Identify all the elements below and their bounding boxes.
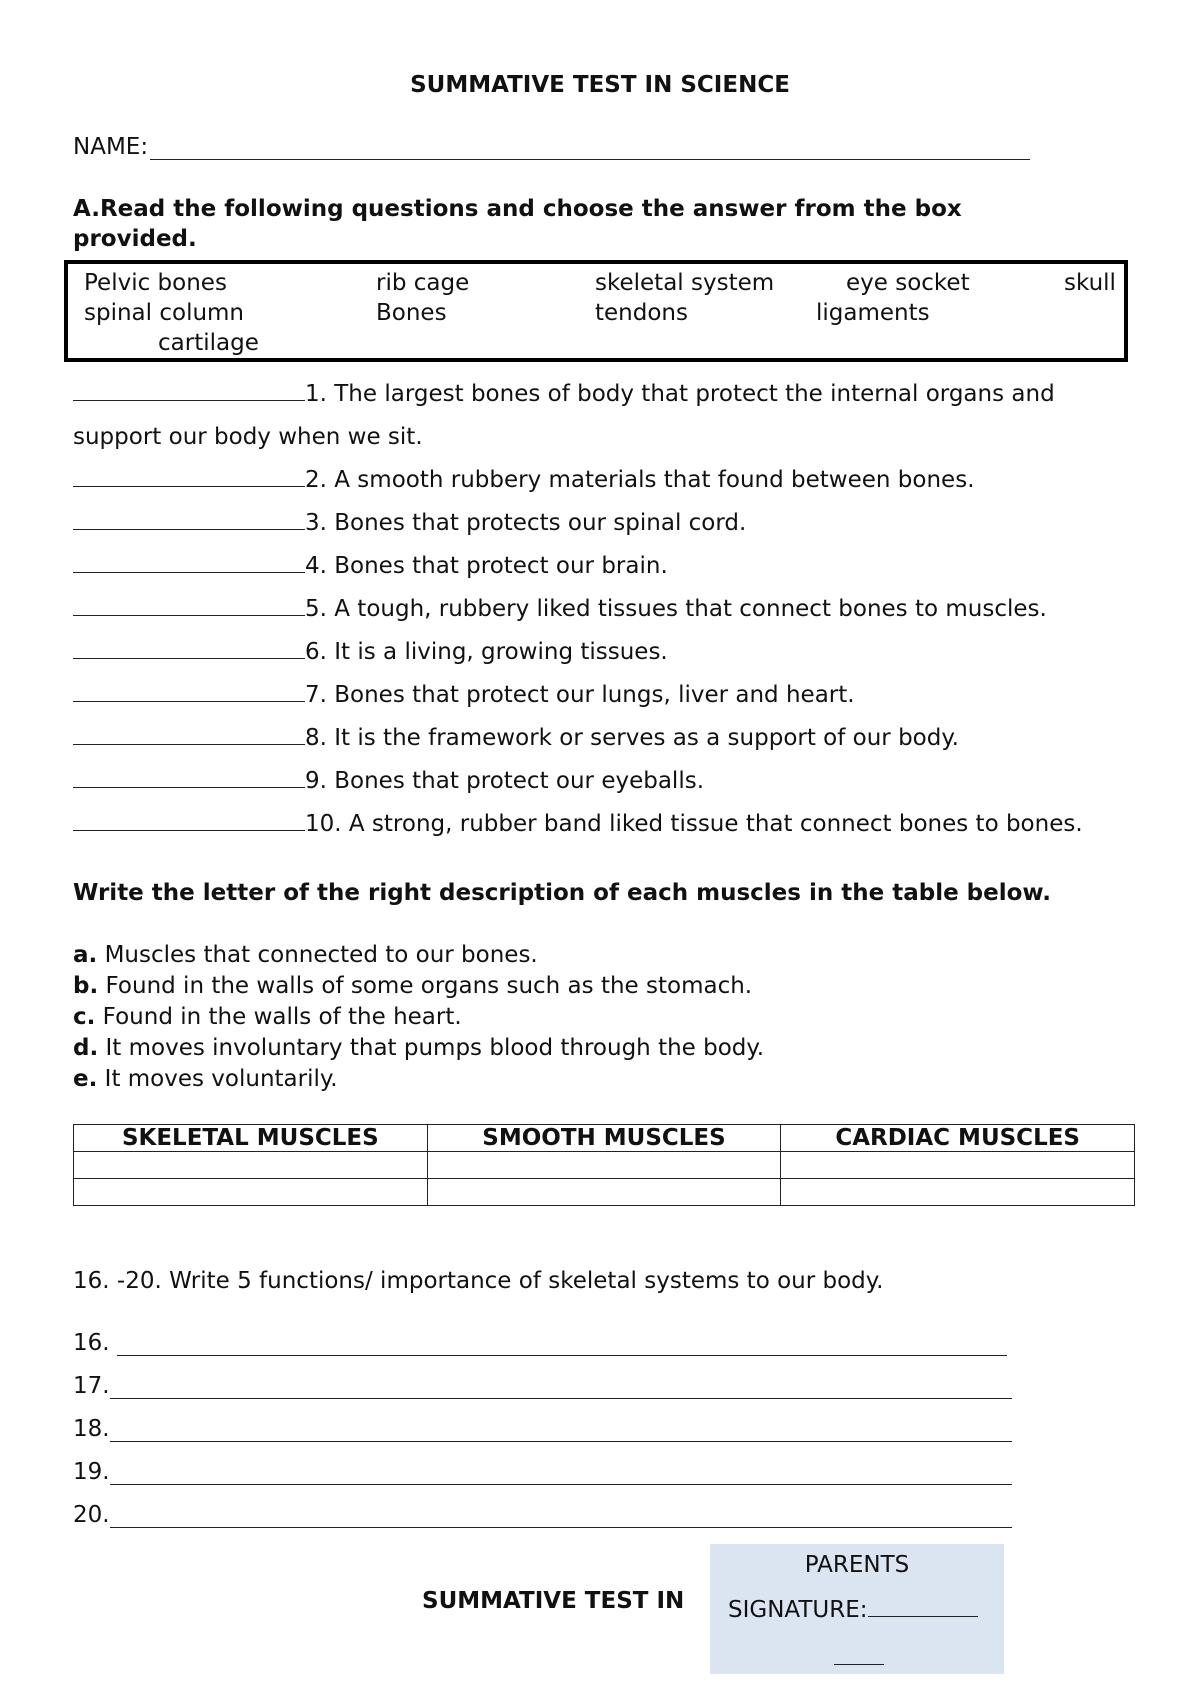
question-row <box>73 810 1133 837</box>
muscle-option <box>73 973 752 999</box>
signature-line[interactable] <box>868 1596 978 1617</box>
word-box-item: skeletal system <box>595 270 775 296</box>
signature-label: SIGNATURE: <box>728 1597 868 1623</box>
question-text: 8. It is the framework or serves as a support of our body. <box>305 725 959 751</box>
function-answer-line[interactable] <box>110 1462 1012 1485</box>
table-answer-cell[interactable] <box>74 1179 428 1206</box>
option-letter: a. <box>73 942 98 968</box>
table-answer-cell[interactable] <box>427 1179 781 1206</box>
question-text: 4. Bones that protect our brain. <box>305 553 668 579</box>
muscle-option <box>73 1066 338 1092</box>
footer-title: SUMMATIVE TEST IN <box>422 1588 685 1614</box>
function-number: 20. <box>73 1502 110 1528</box>
option-letter: c. <box>73 1004 96 1030</box>
word-box-item: eye socket <box>846 270 970 296</box>
answer-blank[interactable] <box>73 767 305 788</box>
word-box-item: skull <box>1064 270 1116 296</box>
signature-line-continued[interactable] <box>834 1644 884 1665</box>
question-text: 6. It is a living, growing tissues. <box>305 639 668 665</box>
section-a-heading: A.Read the following questions and choose the answer from the box provided. <box>73 196 962 252</box>
question-text: 3. Bones that protects our spinal cord. <box>305 510 747 536</box>
answer-blank[interactable] <box>73 552 305 573</box>
table-answer-cell[interactable] <box>781 1179 1135 1206</box>
answer-blank[interactable] <box>73 724 305 745</box>
page-title: SUMMATIVE TEST IN SCIENCE <box>410 72 790 98</box>
function-number: 16. <box>73 1330 117 1356</box>
function-number: 17. <box>73 1373 110 1399</box>
muscle-option <box>73 1004 462 1030</box>
question-text: 1. The largest bones of body that protect the internal organs and <box>305 381 1055 407</box>
parents-signature-box <box>710 1544 1004 1674</box>
function-answer-row <box>73 1330 1007 1356</box>
word-box-item: spinal column <box>84 300 245 326</box>
muscle-classification-table <box>73 1124 1135 1206</box>
question-continuation: support our body when we sit. <box>73 424 423 450</box>
question-text: 5. A tough, rubbery liked tissues that connect bones to muscles. <box>305 596 1047 622</box>
word-box-item: Bones <box>376 300 447 326</box>
question-text: 10. A strong, rubber band liked tissue that connect bones to bones. <box>305 811 1083 837</box>
option-text: Found in the walls of the heart. <box>95 1004 462 1030</box>
option-letter: d. <box>73 1035 99 1061</box>
table-answer-cell[interactable] <box>427 1152 781 1179</box>
answer-blank[interactable] <box>73 638 305 659</box>
table-header-cell: CARDIAC MUSCLES <box>781 1125 1135 1152</box>
word-box-item: cartilage <box>158 330 259 356</box>
name-field[interactable] <box>73 134 1030 160</box>
table-header-row <box>74 1125 1135 1152</box>
function-answer-row <box>73 1459 1012 1485</box>
question-row <box>73 552 1133 579</box>
table-answer-cell[interactable] <box>781 1152 1135 1179</box>
function-answer-row <box>73 1502 1012 1528</box>
option-text: It moves involuntary that pumps blood through the body. <box>98 1035 765 1061</box>
section-b-heading: Write the letter of the right description of each muscles in the table below. <box>73 880 1051 906</box>
function-number: 19. <box>73 1459 110 1485</box>
function-answer-row <box>73 1373 1012 1399</box>
table-row <box>74 1179 1135 1206</box>
word-box-item: rib cage <box>376 270 470 296</box>
table-row <box>74 1152 1135 1179</box>
word-box-item: Pelvic bones <box>84 270 227 296</box>
word-box-item: ligaments <box>816 300 930 326</box>
question-row <box>73 681 1133 708</box>
answer-blank[interactable] <box>73 810 305 831</box>
function-answer-line[interactable] <box>110 1376 1012 1399</box>
question-row <box>73 767 1133 794</box>
table-answer-cell[interactable] <box>74 1152 428 1179</box>
parents-label: PARENTS <box>804 1552 910 1578</box>
answer-word-box <box>64 260 1128 362</box>
question-text: 2. A smooth rubbery materials that found between bones. <box>305 467 975 493</box>
function-answer-line[interactable] <box>110 1419 1012 1442</box>
answer-blank[interactable] <box>73 595 305 616</box>
question-text: 7. Bones that protect our lungs, liver and heart. <box>305 682 855 708</box>
function-number: 18. <box>73 1416 110 1442</box>
option-letter: b. <box>73 973 99 999</box>
question-row <box>73 595 1133 622</box>
question-row <box>73 509 1133 536</box>
muscle-option <box>73 1035 764 1061</box>
muscle-option <box>73 942 538 968</box>
answer-blank[interactable] <box>73 509 305 530</box>
option-text: It moves voluntarily. <box>97 1066 338 1092</box>
answer-blank[interactable] <box>73 380 305 401</box>
question-text: 9. Bones that protect our eyeballs. <box>305 768 705 794</box>
option-text: Muscles that connected to our bones. <box>97 942 538 968</box>
question-row <box>73 380 1133 407</box>
option-letter: e. <box>73 1066 98 1092</box>
answer-blank[interactable] <box>73 466 305 487</box>
name-label: NAME: <box>73 134 149 160</box>
section-c-heading: 16. -20. Write 5 functions/ importance of skeletal systems to our body. <box>73 1268 884 1294</box>
question-row <box>73 724 1133 751</box>
word-box-item: tendons <box>595 300 688 326</box>
signature-row <box>728 1596 978 1623</box>
function-answer-row <box>73 1416 1012 1442</box>
question-row <box>73 466 1133 493</box>
function-answer-line[interactable] <box>117 1333 1007 1356</box>
answer-blank[interactable] <box>73 681 305 702</box>
function-answer-line[interactable] <box>110 1505 1012 1528</box>
question-row <box>73 638 1133 665</box>
name-blank-line[interactable] <box>150 135 1030 160</box>
option-text: Found in the walls of some organs such as the stomach. <box>98 973 753 999</box>
table-header-cell: SKELETAL MUSCLES <box>74 1125 428 1152</box>
table-header-cell: SMOOTH MUSCLES <box>427 1125 781 1152</box>
